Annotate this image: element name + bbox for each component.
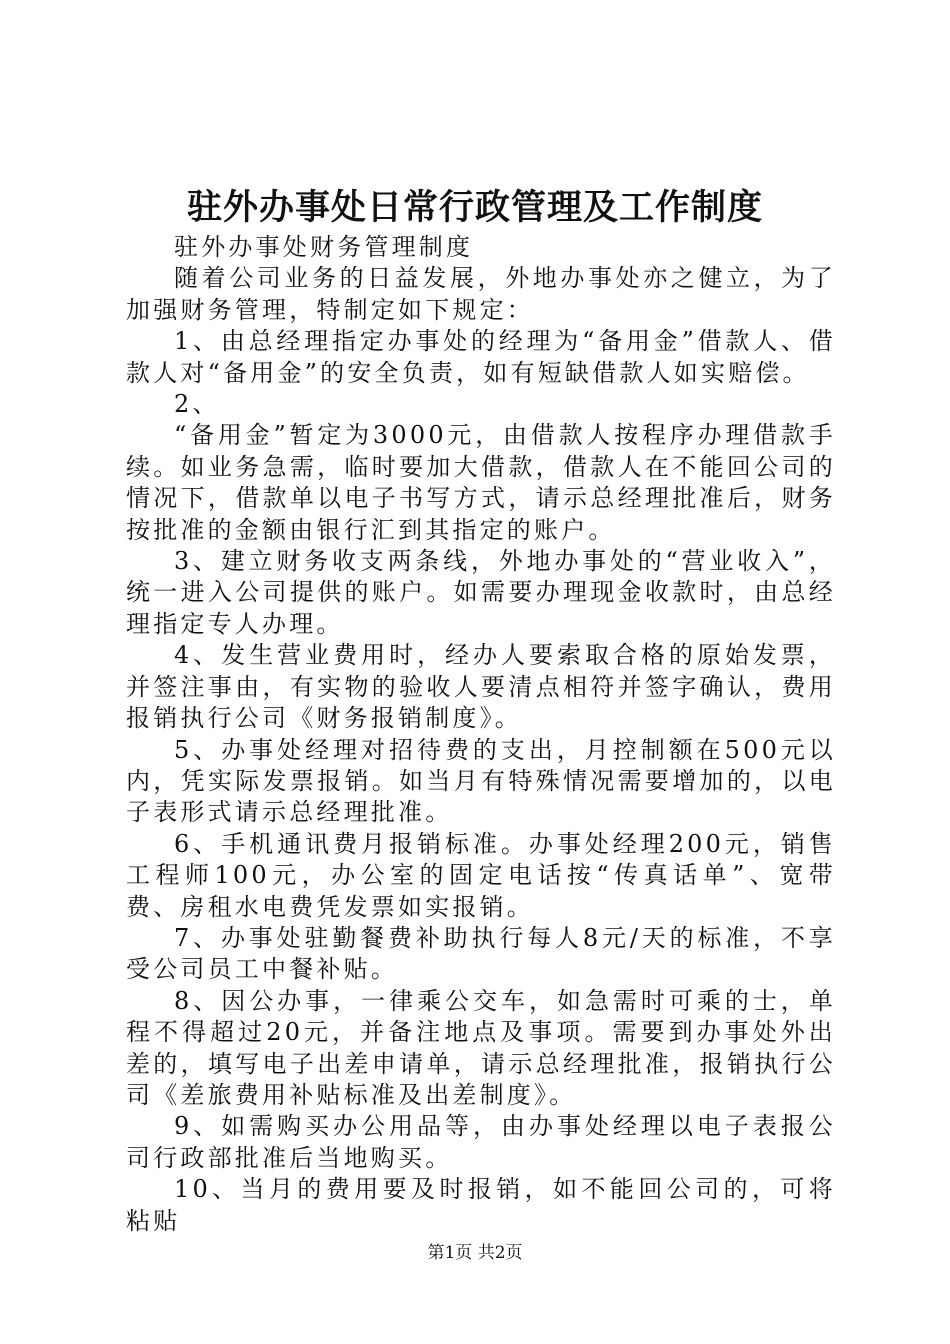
section-heading: 驻外办事处财务管理制度 [174,233,474,261]
rule-3-paragraph: 3、建立财务收支两条线，外地办事处的“营业收入”，统一进入公司提供的账户。如需要办理现金收款时，由总经理指定专人办理。 [126,547,836,638]
rule-4-paragraph: 4、发生营业费用时，经办人要索取合格的原始发票，并签注事由，有实物的验收人要清点相符并签字确认，费用报销执行公司《财务报销制度》。 [126,641,836,733]
rule-9-paragraph: 9、如需购买办公用品等，由办事处经理以电子表报公司行政部批准后当地购买。 [126,1112,836,1172]
rule-10-paragraph: 10、当月的费用要及时报销，如不能回公司的，可将粘贴 [126,1175,836,1235]
rule-2-paragraph: “备用金”暂定为3000元，由借款人按程序办理借款手续。如业务急需，临时要加大借款，借款人在不能回公司的情况下，借款单以电子书写方式，请示总经理批准后，财务按批准的金额由银行汇到其指定的账户。 [126,421,836,544]
rule-6-paragraph: 6、手机通讯费月报销标准。办事处经理200元，销售工程师100元，办公室的固定电话按“传真话单”、宽带费、房租水电费凭发票如实报销。 [126,829,836,921]
document-body [126,232,836,1237]
rule-7-paragraph: 7、办事处驻勤餐费补助执行每人8元/天的标准，不享受公司员工中餐补贴。 [126,923,836,984]
intro-paragraph: 随着公司业务的日益发展，外地办事处亦之健立，为了加强财务管理，特制定如下规定： [126,264,836,324]
rule-5-paragraph: 5、办事处经理对招待费的支出，月控制额在500元以内，凭实际发票报销。如当月有特殊情况需要增加的，以电子表形式请示总经理批准。 [126,735,836,827]
rule-8-paragraph: 8、因公办事，一律乘公交车，如急需时可乘的士，单程不得超过20元，并备注地点及事项。需要到办事处外出差的，填写电子出差申请单，请示总经理批准，报销执行公司《差旅费用补贴标准及出差制度》。 [126,986,836,1109]
rule-1-paragraph: 1、由总经理指定办事处的经理为“备用金”借款人、借款人对“备用金”的安全负责，如有短缺借款人如实赔偿。 [126,327,836,387]
page-number: 第1页 共2页 [427,1243,523,1263]
rule-2-number: 2、 [174,390,220,419]
document-title: 驻外办事处日常行政管理及工作制度 [186,188,763,228]
